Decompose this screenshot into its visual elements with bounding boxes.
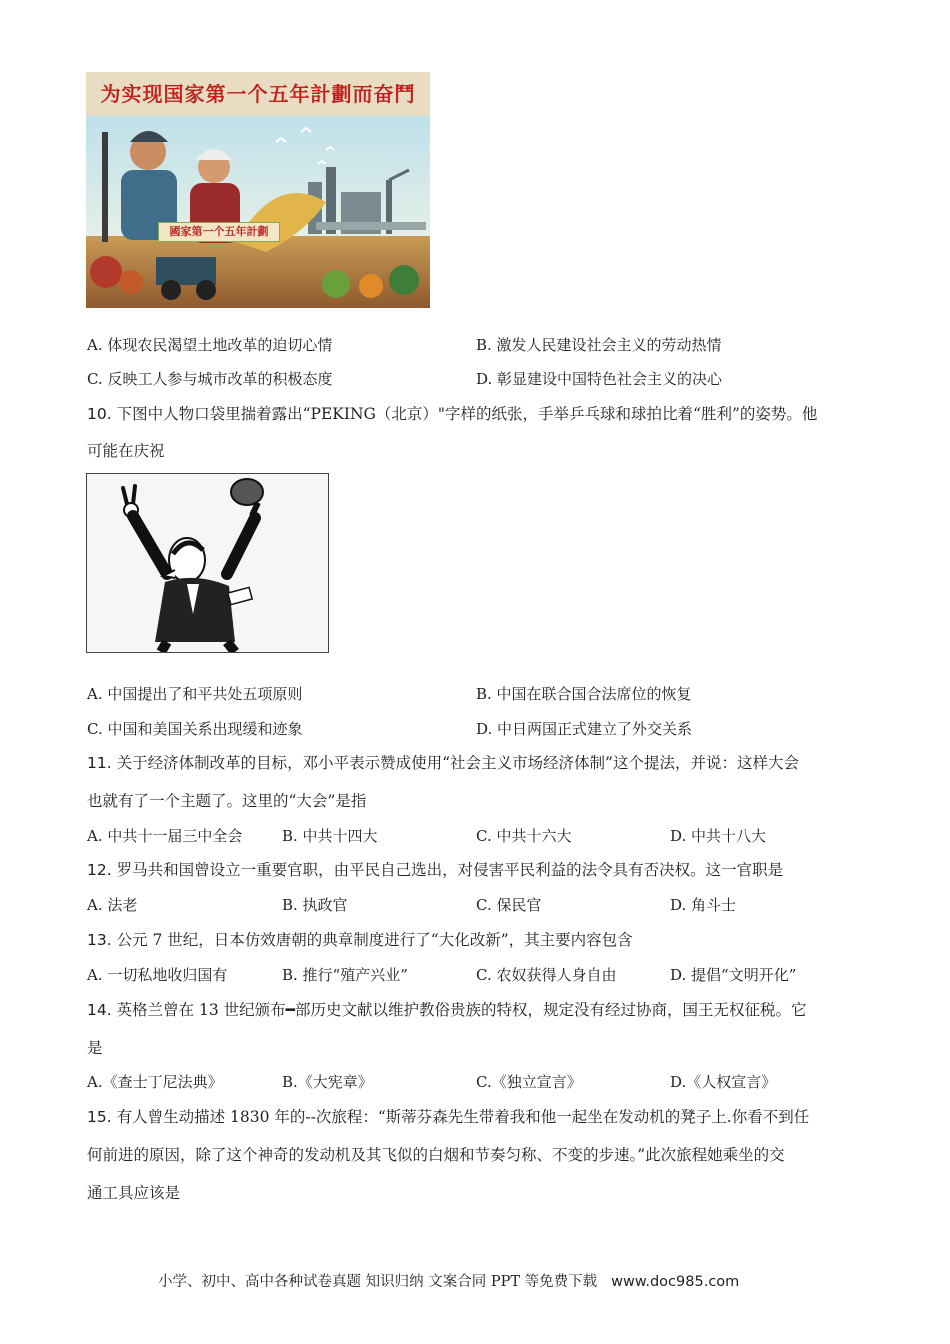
q12-stem-line1: 12. 罗马共和国曾设立一重要官职，由平民自己选出，对侵害平民利益的法令具有否决权。这一官职是 xyxy=(87,861,784,879)
q10-number: 10. xyxy=(87,405,112,423)
page-footer xyxy=(158,1270,739,1291)
q9-option-b: B. 激发人民建设社会主义的劳动热情 xyxy=(476,336,722,354)
q15-stem-line1: 15. 有人曾生动描述 1830 年的--次旅程：“斯蒂芬森先生带着我和他一起坐在发动机的凳子上.你看不到任 xyxy=(87,1108,810,1126)
q13-option-c: C. 农奴获得人身自由 xyxy=(476,966,617,984)
cartoon-figure xyxy=(87,474,328,652)
q11-option-b: B. 中共十四大 xyxy=(282,827,378,845)
q10-option-a: A. 中国提出了和平共处五项原则 xyxy=(87,685,303,703)
q12-option-b: B. 执政官 xyxy=(282,896,348,914)
q10-option-c: C. 中国和美国关系出现缓和迹象 xyxy=(87,720,303,738)
q10-option-d: D. 中日两国正式建立了外交关系 xyxy=(476,720,693,738)
q15-stem-line3: 通工具应该是 xyxy=(87,1184,181,1202)
q12-option-a: A. 法老 xyxy=(87,896,138,914)
poster-banner: 國家第一个五年計劃 xyxy=(158,222,280,242)
q10-option-b: B. 中国在联合国合法席位的恢复 xyxy=(476,685,692,703)
q13-number: 13. xyxy=(87,931,112,949)
q12-option-c: C. 保民官 xyxy=(476,896,542,914)
q9-option-a: A. 体现农民渴望土地改革的迫切心情 xyxy=(87,336,333,354)
footer-url[interactable]: www.doc985.com xyxy=(611,1274,740,1290)
q14-stem-line2: 是 xyxy=(87,1039,103,1057)
q11-option-d: D. 中共十八大 xyxy=(670,827,767,845)
q9-option-d: D. 彰显建设中国特色社会主义的决心 xyxy=(476,370,723,388)
q15-stem-line2: 何前进的原因，除了这个神奇的发动机及其飞似的白烟和节奏匀称、不变的步速。”此次旅程她乘坐的交 xyxy=(87,1146,785,1164)
poster-illustration xyxy=(86,72,430,308)
q15-number: 15. xyxy=(87,1108,112,1126)
footer-text: 小学、初中、高中各种试卷真题 知识归纳 文案合同 PPT 等免费下载 xyxy=(158,1274,598,1290)
q10-stem-line1: 10. 下图中人物口袋里揣着露出“PEKING（北京）"字样的纸张，手举乒乓球和球拍比着“胜利”的姿势。他 xyxy=(87,405,818,423)
nixon-cartoon xyxy=(86,473,329,653)
q13-stem-line1: 13. 公元 7 世纪，日本仿效唐朝的典章制度进行了“大化改新”，其主要内容包含 xyxy=(87,931,633,949)
q11-option-c: C. 中共十六大 xyxy=(476,827,572,845)
q14-option-a: A.《查士丁尼法典》 xyxy=(87,1073,223,1091)
q11-number: 11. xyxy=(87,754,112,772)
q14-option-c: C.《独立宣言》 xyxy=(476,1073,582,1091)
q10-stem-line2: 可能在庆祝 xyxy=(87,442,165,460)
q13-option-a: A. 一切私地收归国有 xyxy=(87,966,228,984)
q14-option-b: B.《大宪章》 xyxy=(282,1073,373,1091)
q14-stem-line1: 14. 英格兰曾在 13 世纪颁布━部历史文献以维护教俗贵族的特权，规定没有经过协商，国王无权征税。它 xyxy=(87,1001,807,1019)
q14-number: 14. xyxy=(87,1001,112,1019)
q11-option-a: A. 中共十一届三中全会 xyxy=(87,827,243,845)
q11-stem-line2: 也就有了一个主题了。这里的“大会”是指 xyxy=(87,792,367,810)
poster-title: 为实现国家第一个五年計劃而奋鬥 xyxy=(86,72,430,116)
q12-option-d: D. 角斗士 xyxy=(670,896,737,914)
q13-option-d: D. 提倡“文明开化” xyxy=(670,966,797,984)
q9-option-c: C. 反映工人参与城市改革的积极态度 xyxy=(87,370,333,388)
q12-number: 12. xyxy=(87,861,112,879)
five-year-plan-poster xyxy=(86,72,430,308)
q14-option-d: D.《人权宣言》 xyxy=(670,1073,777,1091)
q13-option-b: B. 推行“殖产兴业” xyxy=(282,966,408,984)
q11-stem-line1: 11. 关于经济体制改革的目标，邓小平表示赞成使用“社会主义市场经济体制”这个提法，并说：这样大会 xyxy=(87,754,799,772)
